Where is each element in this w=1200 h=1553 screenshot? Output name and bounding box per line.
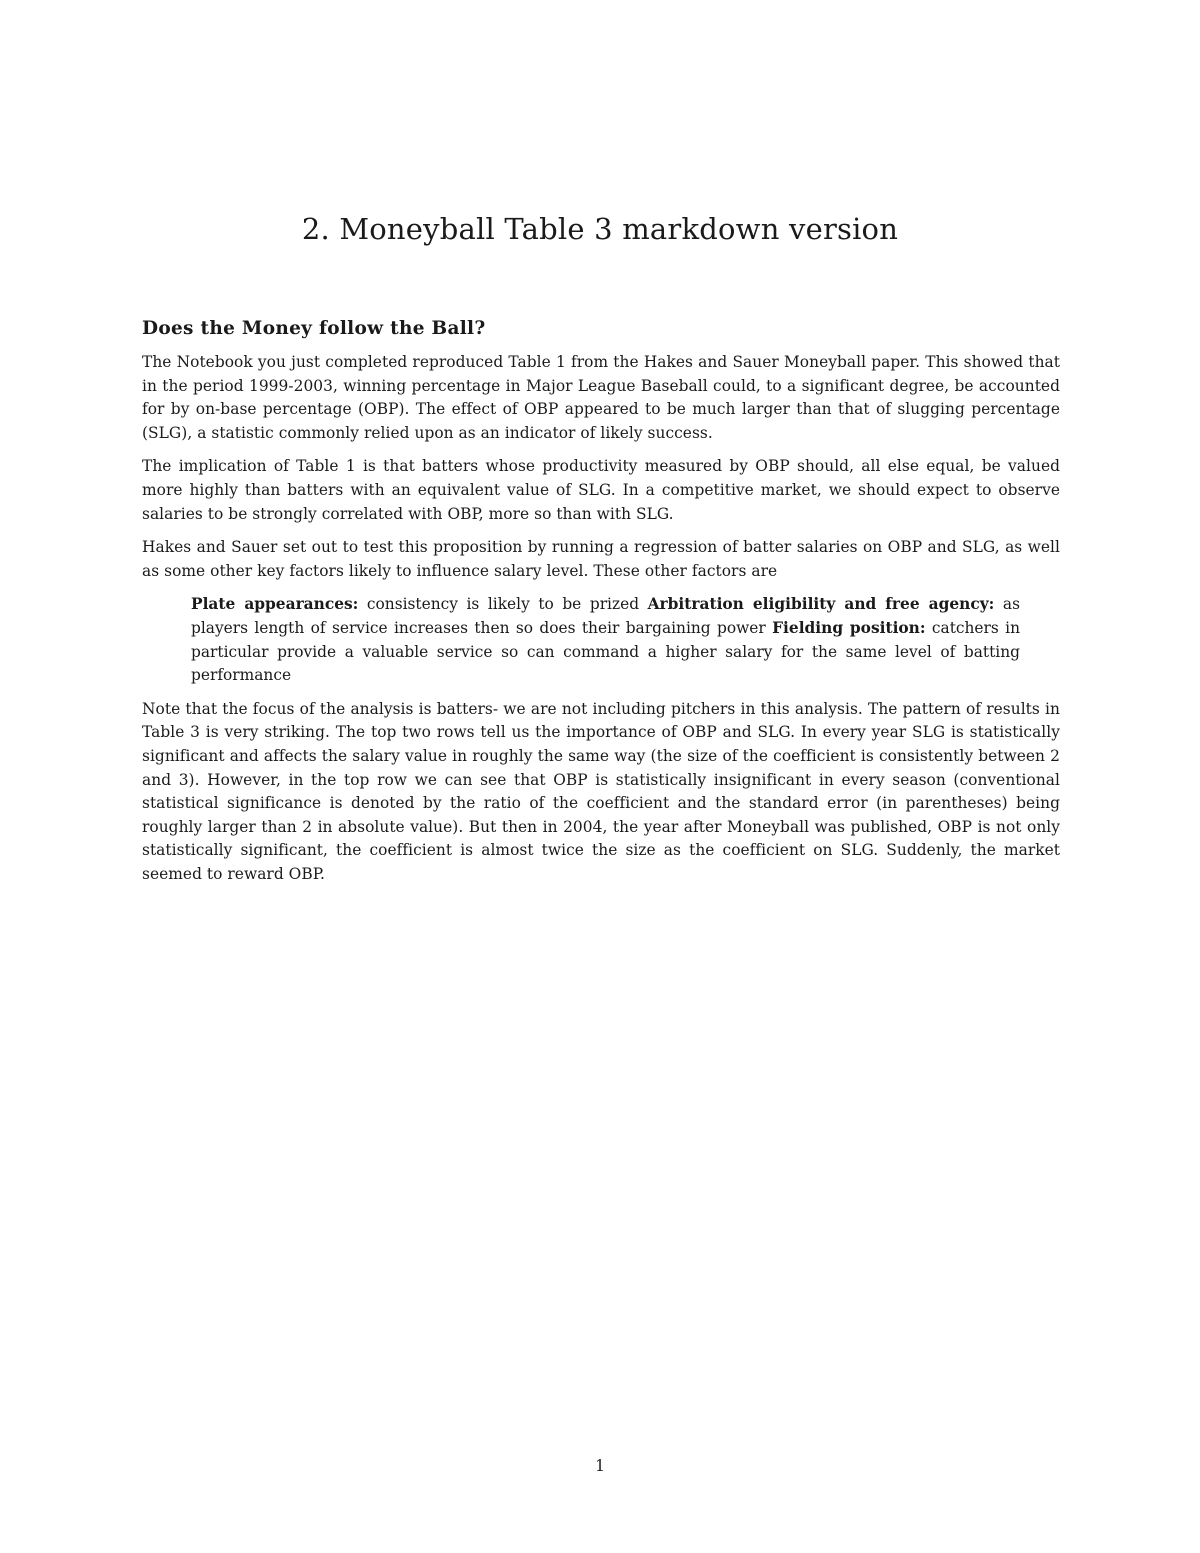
factor-term: Plate appearances:	[191, 595, 359, 614]
document-body	[142, 318, 1060, 896]
paragraph-intro: The Notebook you just completed reproduced Table 1 from the Hakes and Sauer Moneyball paper. This showed that in the period 1999-2003, winning percentage in Major League Baseball could, to a significant degree, be accounted for by on-base percentage (OBP). The effect of OBP appeared to be much larger than that of slugging percentage (SLG), a statistic commonly relied upon as an indicator of likely success.	[142, 353, 1060, 442]
paragraph-proposition: Hakes and Sauer set out to test this proposition by running a regression of batter salaries on OBP and SLG, as well as some other key factors likely to influence salary level. These other factors are	[142, 538, 1060, 580]
paragraph-analysis: Note that the focus of the analysis is batters- we are not including pitchers in this analysis. The pattern of results in Table 3 is very striking. The top two rows tell us the importance of OBP and SLG. In every year SLG is statistically significant and affects the salary value in roughly the same way (the size of the coefficient is consistently between 2 and 3). However, in the top row we can see that OBP is statistically insignificant in every season (conventional statistical significance is denoted by the ratio of the coefficient and the standard error (in parentheses) being roughly larger than 2 in absolute value). But then in 2004, the year after Moneyball was published, OBP is not only statistically significant, the coefficient is almost twice the size as the coefficient on SLG. Suddenly, the market seemed to reward OBP.	[142, 699, 1060, 883]
page-number: 1	[595, 1457, 605, 1475]
page-title: 2. Moneyball Table 3 markdown version	[301, 212, 899, 246]
factor-description: consistency is likely to be prized	[358, 595, 648, 614]
factor-term: Fielding position:	[772, 618, 926, 637]
factor-description: catchers in particular provide a valuable service so can command a higher salary for the same level of batting performance	[191, 618, 1020, 685]
factor-description: as players length of service increases then so does their bargaining power	[191, 595, 1020, 637]
factors-block	[191, 593, 1020, 687]
section-heading: Does the Money follow the Ball?	[142, 318, 486, 339]
paragraph-implication: The implication of Table 1 is that batters whose productivity measured by OBP should, all else equal, be valued more highly than batters with an equivalent value of SLG. In a competitive market, we should expect to observe salaries to be strongly correlated with OBP, more so than with SLG.	[142, 457, 1060, 523]
factor-term: Arbitration eligibility and free agency:	[647, 595, 995, 614]
